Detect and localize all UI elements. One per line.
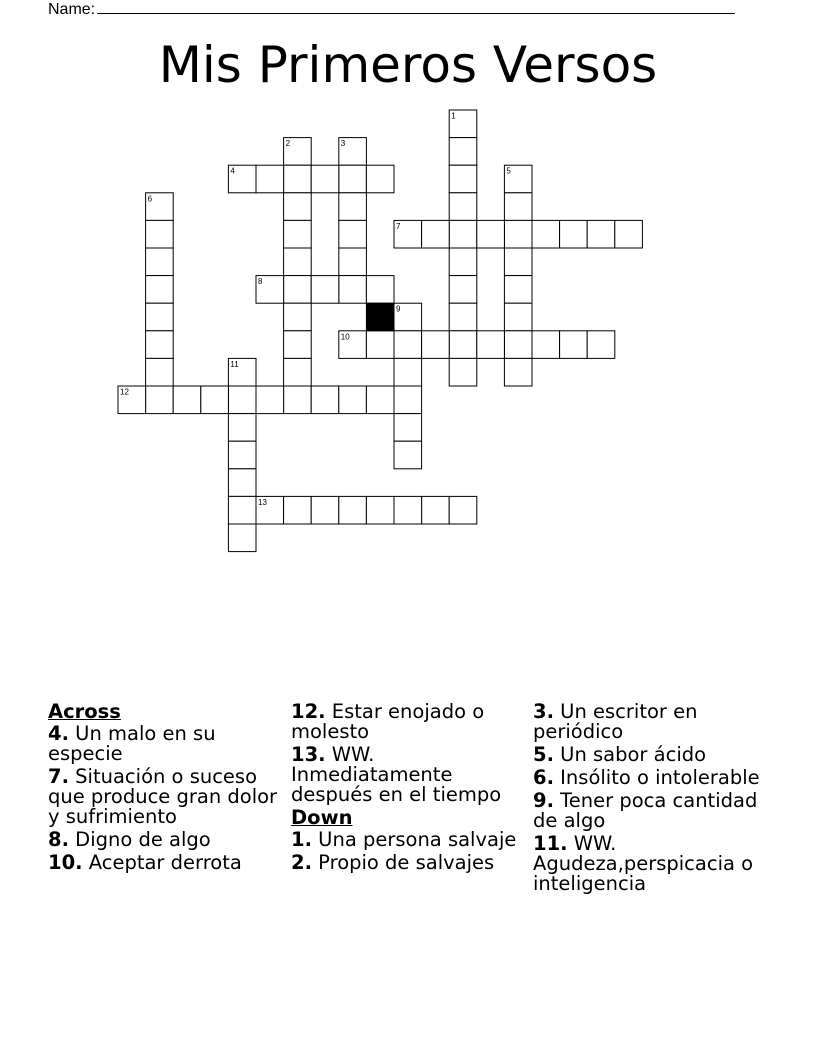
- grid-cell[interactable]: [311, 386, 339, 414]
- grid-cell[interactable]: [228, 496, 256, 524]
- grid-cell[interactable]: [228, 358, 256, 386]
- grid-cell[interactable]: [311, 276, 339, 304]
- clues-column-3: [533, 702, 773, 897]
- grid-cell[interactable]: [504, 220, 532, 248]
- grid-cell[interactable]: [394, 414, 422, 442]
- grid-cell[interactable]: [256, 276, 284, 304]
- clue-down-9: 9. Tener poca cantidad de algo: [533, 789, 758, 832]
- grid-cell[interactable]: [422, 220, 450, 248]
- clue-across-7: 7. Situación o suceso que produce gran dolor y sufrimiento: [48, 765, 278, 828]
- grid-cell[interactable]: [504, 165, 532, 193]
- down-header: Down: [291, 806, 353, 829]
- grid-cell-number: 1: [451, 111, 456, 121]
- grid-cell-number: 4: [230, 166, 235, 176]
- grid-cell[interactable]: [339, 331, 367, 359]
- grid-cell-number: 10: [340, 332, 350, 342]
- grid-cell[interactable]: [284, 248, 312, 276]
- grid-cell[interactable]: [560, 220, 588, 248]
- grid-cell-number: 5: [506, 166, 511, 176]
- grid-cell[interactable]: [228, 386, 256, 414]
- grid-cell[interactable]: [504, 331, 532, 359]
- grid-cell[interactable]: [146, 331, 174, 359]
- grid-cell[interactable]: [449, 496, 477, 524]
- name-label: Name:: [48, 1, 96, 18]
- grid-cell[interactable]: [366, 496, 394, 524]
- grid-cell[interactable]: [532, 331, 560, 359]
- grid-cell[interactable]: [394, 331, 422, 359]
- clue-across-10: 10. Aceptar derrota: [48, 851, 242, 874]
- grid-cell[interactable]: [587, 331, 615, 359]
- grid-cell[interactable]: [504, 248, 532, 276]
- clue-down-1: 1. Una persona salvaje: [291, 828, 517, 851]
- grid-cell-number: 9: [396, 304, 401, 314]
- grid-cell[interactable]: [560, 331, 588, 359]
- grid-cell[interactable]: [366, 386, 394, 414]
- grid-cell[interactable]: [284, 220, 312, 248]
- grid-cell[interactable]: [449, 331, 477, 359]
- grid-cell[interactable]: [339, 276, 367, 304]
- grid-cell[interactable]: [449, 248, 477, 276]
- grid-cell-number: 2: [285, 139, 291, 149]
- name-underline[interactable]: [97, 0, 735, 14]
- clue-down-6: 6. Insólito o intolerable: [533, 766, 760, 789]
- grid-cell[interactable]: [146, 193, 174, 221]
- clue-down-3: 3. Un escritor en periódico: [533, 700, 698, 743]
- clues-column-1: [48, 702, 280, 876]
- grid-cell[interactable]: [449, 220, 477, 248]
- grid-cell[interactable]: [532, 220, 560, 248]
- grid-cell[interactable]: [449, 165, 477, 193]
- grid-cell[interactable]: [394, 441, 422, 469]
- grid-cell[interactable]: [146, 386, 174, 414]
- grid-cell[interactable]: [256, 165, 284, 193]
- grid-cell[interactable]: [201, 386, 229, 414]
- clue-across-4: 4. Un malo en su especie: [48, 722, 216, 765]
- grid-cell-number: 11: [230, 359, 239, 369]
- clues-column-2: [291, 702, 529, 876]
- grid-cell[interactable]: [394, 303, 422, 331]
- grid-cell[interactable]: [449, 303, 477, 331]
- grid-cell-number: 6: [147, 194, 153, 204]
- grid-cell[interactable]: [284, 165, 312, 193]
- page-title: Mis Primeros Versos: [158, 36, 658, 94]
- grid-cell[interactable]: [228, 165, 256, 193]
- clue-down-5: 5. Un sabor ácido: [533, 743, 707, 766]
- grid-cell[interactable]: [228, 414, 256, 442]
- grid-cell[interactable]: [449, 193, 477, 221]
- grid-cell-number: 8: [258, 277, 263, 287]
- grid-cell[interactable]: [284, 276, 312, 304]
- grid-cell[interactable]: [311, 496, 339, 524]
- grid-cell[interactable]: [615, 220, 643, 248]
- grid-cell[interactable]: [449, 358, 477, 386]
- grid-cell[interactable]: [339, 248, 367, 276]
- grid-cell[interactable]: [284, 496, 312, 524]
- grid-cell[interactable]: [477, 220, 505, 248]
- grid-cell[interactable]: [394, 496, 422, 524]
- grid-cell[interactable]: [449, 138, 477, 166]
- grid-cell[interactable]: [228, 441, 256, 469]
- grid-cell-number: 12: [120, 387, 129, 397]
- grid-cell[interactable]: [339, 496, 367, 524]
- grid-cell[interactable]: [449, 276, 477, 304]
- grid-cell[interactable]: [284, 193, 312, 221]
- grid-cell[interactable]: [256, 496, 284, 524]
- grid-cell[interactable]: [146, 358, 174, 386]
- grid-cell[interactable]: [284, 303, 312, 331]
- grid-cell[interactable]: [394, 386, 422, 414]
- grid-cell-number: 3: [340, 139, 346, 149]
- grid-cell[interactable]: [366, 165, 394, 193]
- clue-down-2: 2. Propio de salvajes: [291, 851, 495, 874]
- grid-cell[interactable]: [394, 358, 422, 386]
- grid-cell[interactable]: [284, 331, 312, 359]
- grid-cell[interactable]: [256, 386, 284, 414]
- grid-cell[interactable]: [284, 138, 312, 166]
- grid-cell[interactable]: [504, 303, 532, 331]
- grid-cell[interactable]: [339, 386, 367, 414]
- grid-cell[interactable]: [311, 165, 339, 193]
- grid-cell[interactable]: [228, 524, 256, 552]
- grid-cell[interactable]: [146, 220, 174, 248]
- grid-cell[interactable]: [173, 386, 201, 414]
- grid-cell[interactable]: [422, 331, 450, 359]
- grid-block-cell: [366, 303, 394, 331]
- grid-cell[interactable]: [284, 386, 312, 414]
- grid-cell[interactable]: [339, 193, 367, 221]
- clue-down-11: 11. WW. Agudeza,perspicacia o inteligencia: [533, 832, 754, 895]
- grid-cell[interactable]: [118, 386, 146, 414]
- grid-cell[interactable]: [146, 303, 174, 331]
- grid-cell[interactable]: [504, 193, 532, 221]
- grid-cell[interactable]: [146, 276, 174, 304]
- clue-across-12: 12. Estar enojado o molesto: [291, 700, 485, 743]
- grid-cell[interactable]: [587, 220, 615, 248]
- grid-cell[interactable]: [339, 138, 367, 166]
- grid-cell[interactable]: [477, 331, 505, 359]
- grid-cell[interactable]: [366, 331, 394, 359]
- grid-cell[interactable]: [339, 220, 367, 248]
- clue-across-8: 8. Digno de algo: [48, 828, 211, 851]
- name-field[interactable]: [48, 0, 735, 19]
- clue-across-13: 13. WW. Inmediatamente después en el tiempo: [291, 743, 502, 806]
- grid-cell[interactable]: [339, 165, 367, 193]
- grid-cell[interactable]: [449, 110, 477, 138]
- grid-cell[interactable]: [504, 358, 532, 386]
- grid-cell[interactable]: [394, 220, 422, 248]
- grid-cell[interactable]: [146, 248, 174, 276]
- grid-cell[interactable]: [284, 358, 312, 386]
- grid-cell[interactable]: [422, 496, 450, 524]
- across-header: Across: [48, 700, 121, 723]
- grid-cell[interactable]: [228, 469, 256, 497]
- grid-cell-number: 7: [396, 221, 401, 231]
- grid-cell-number: 13: [258, 497, 267, 507]
- grid-cell[interactable]: [504, 276, 532, 304]
- grid-cell[interactable]: [366, 276, 394, 304]
